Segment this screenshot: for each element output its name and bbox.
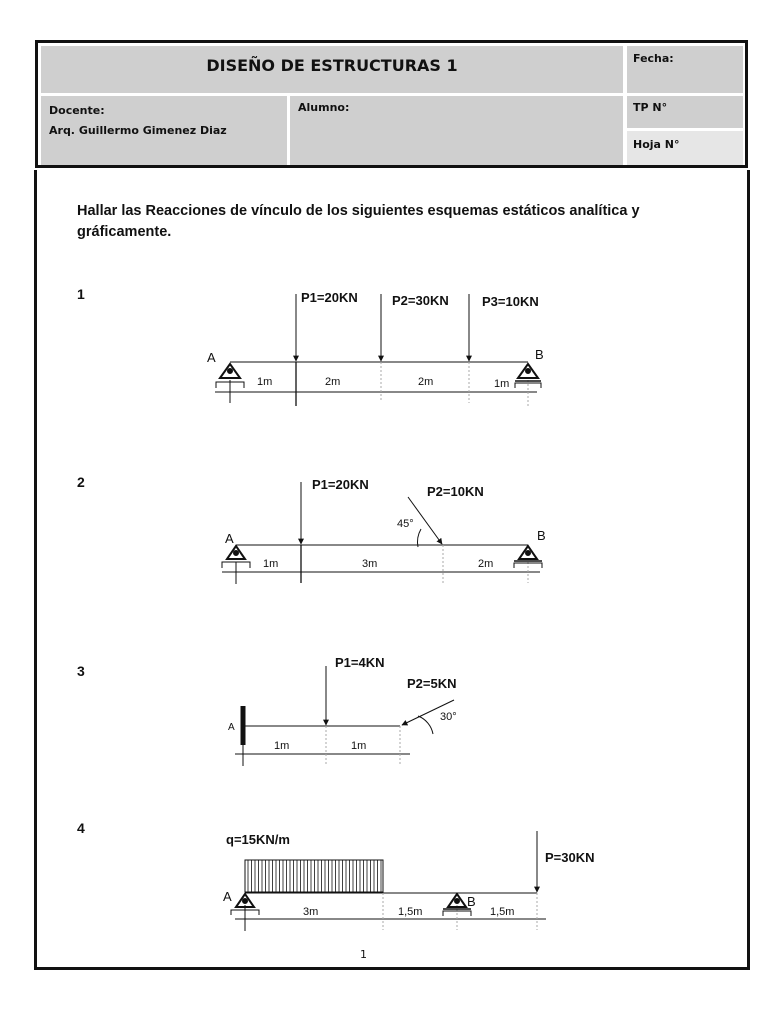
- support-b-label: B: [535, 347, 544, 362]
- page-number: 1: [360, 948, 367, 961]
- span-label: 1m: [351, 740, 367, 752]
- span-label: 2m: [325, 376, 341, 388]
- diagram-4-labels: [223, 832, 595, 918]
- span-label: 1m: [257, 376, 273, 388]
- diagram-2-labels: [225, 477, 546, 570]
- diagram-3-labels: [228, 655, 457, 752]
- instruction-text: Hallar las Reacciones de vínculo de los siguientes esquemas estáticos analítica y gráficamente.: [77, 203, 640, 240]
- span-label: 3m: [303, 906, 319, 918]
- load-label-p1: P1=20KN: [301, 290, 358, 305]
- load-label-p1: P1=20KN: [312, 477, 369, 492]
- span-label: 3m: [362, 558, 378, 570]
- distributed-load-label: q=15KN/m: [226, 832, 290, 847]
- docente-name: Arq. Guillermo Gimenez Diaz: [49, 124, 227, 137]
- angle-label: 30°: [440, 711, 457, 723]
- support-b-label: B: [537, 528, 546, 543]
- span-label: 2m: [418, 376, 434, 388]
- support-a-label: A: [225, 531, 234, 546]
- load-label-p2: P2=30KN: [392, 293, 449, 308]
- load-label-p2: P2=10KN: [427, 484, 484, 499]
- span-label: 2m: [478, 558, 494, 570]
- tp-label: TP N°: [633, 101, 668, 114]
- exercise-number-2: 2: [77, 474, 85, 490]
- span-label: 1m: [274, 740, 290, 752]
- exercise-number-1: 1: [77, 286, 85, 302]
- load-label-p2: P2=5KN: [407, 676, 457, 691]
- support-b-label: B: [467, 894, 476, 909]
- diagram-1: [215, 294, 541, 406]
- support-a-label: A: [207, 350, 216, 365]
- load-label-p: P=30KN: [545, 850, 595, 865]
- angle-arc: [418, 716, 433, 734]
- angle-arc: [418, 529, 421, 547]
- fecha-label: Fecha:: [633, 52, 674, 65]
- angle-label: 45°: [397, 518, 414, 530]
- hoja-label: Hoja N°: [633, 138, 680, 151]
- span-label: 1,5m: [490, 906, 515, 918]
- support-b-symbol: [514, 546, 542, 568]
- support-a-label: A: [228, 722, 235, 733]
- exercise-number-4: 4: [77, 820, 85, 836]
- distributed-load-hatch: [248, 860, 381, 892]
- span-label: 1m: [494, 378, 510, 390]
- docente-label: Docente:: [49, 104, 105, 117]
- alumno-label: Alumno:: [298, 101, 350, 114]
- span-label: 1m: [263, 558, 279, 570]
- span-label: 1,5m: [398, 906, 423, 918]
- load-label-p1: P1=4KN: [335, 655, 385, 670]
- document-title: DISEÑO DE ESTRUCTURAS 1: [206, 56, 458, 75]
- support-a-label: A: [223, 889, 232, 904]
- exercise-number-3: 3: [77, 663, 85, 679]
- load-label-p3: P3=10KN: [482, 294, 539, 309]
- diagram-1-labels: [207, 290, 544, 390]
